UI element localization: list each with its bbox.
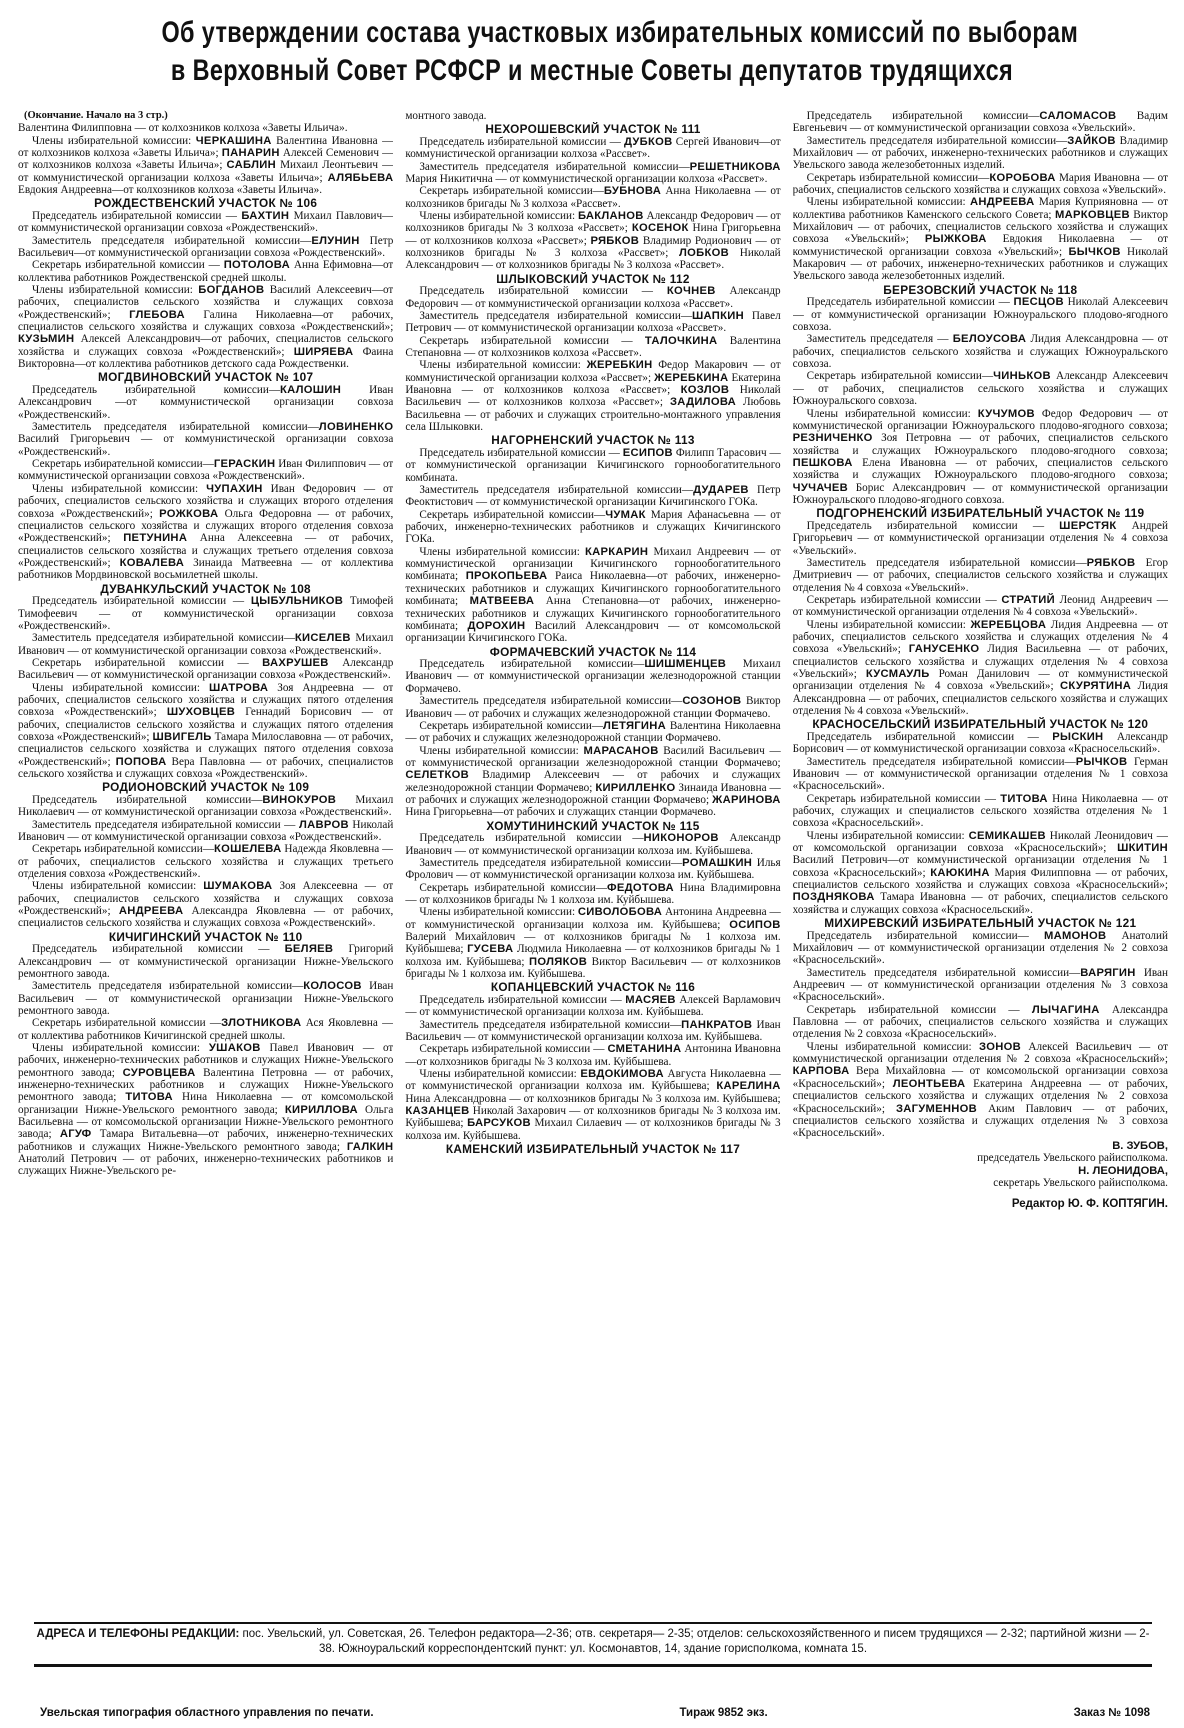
member-surname: АЛЯБЬЕВА — [327, 171, 394, 184]
paragraph: Председатель избирательной комиссии — МАСЯЕВ Алексей Варламович — от коммунистической организации колхоза им. Куйбышева. — [405, 993, 781, 1019]
paragraph: Председатель избирательной комиссии — ШЕРСТЯК Андрей Григорьевич — от коммунистической организации отделения № 4 совхоза «Увельский». — [792, 519, 1168, 557]
section-heading: ШЛЫКОВСКИЙ УЧАСТОК № 112 — [496, 271, 690, 286]
headline-line-1: Об утверждении состава участковых избирательных комиссий по выборам — [161, 16, 1079, 49]
member-surname: КАЗАНЦЕВ — [405, 1105, 470, 1117]
member-surname: СЕЛЕТКОВ — [405, 769, 470, 782]
member-surname: ГАЛКИН — [346, 1140, 394, 1153]
paragraph: Члены избирательной комиссии: КУЧУМОВ Федор Федорович — от коммунистической организации Южноуральского плодово-ягодного совхоза; РЕЗНИЧЕНКО Зоя Петровна — от рабочих, специалистов сельского хозяйства и служащих Южноуральского плодово-ягодного совхоза; ПЕШКОВА Елена Ивановна — от рабочих, специалистов сельского хозяйства и служащих Южноуральского плодово-ягодного совхоза; ЧУЧАЧЕВ Борис Александрович — от коммунистической организации Южноуральского плодово-ягодного совхоза. — [792, 407, 1168, 506]
signer-2-role: секретарь Увельского райисполкома. — [993, 1177, 1168, 1190]
section-heading: ФОРМАЧЕВСКИЙ УЧАСТОК № 114 — [489, 644, 697, 659]
paragraph: Председатель избирательной комиссии—ВИНОКУРОВ Михаил Николаевич — от коммунистической организации совхоза «Рождественский». — [18, 793, 394, 819]
paragraph: Секретарь избирательной комиссии — ЛЫЧАГИНА Александра Павловна — от рабочих, специалистов сельского хозяйства и служащих отделения № 2 совхоза «Красносельский». — [792, 1003, 1168, 1041]
member-surname: РЫЧКОВ — [1075, 755, 1128, 768]
member-surname: ТИТОВА — [1000, 792, 1048, 805]
member-surname: СУРОВЦЕВА — [122, 1066, 196, 1079]
member-surname: СЕМИКАШЕВ — [968, 829, 1046, 842]
section-heading: КАМЕНСКИЙ ИЗБИРАТЕЛЬНЫЙ УЧАСТОК № 117 — [445, 1142, 741, 1157]
paragraph: Секретарь избирательной комиссии — ТИТОВА Нина Николаевна — от рабочих, служащих и специалистов сельского хозяйства отделения № 1 совхоза «Красносельский». — [792, 792, 1168, 830]
footer-top-rule — [34, 1622, 1152, 1624]
member-surname: КИРИЛЛОВА — [284, 1103, 358, 1116]
member-surname: БУБНОВА — [603, 185, 662, 198]
member-surname: СТРАТИЙ — [1001, 593, 1055, 606]
member-surname: ТАЛОЧКИНА — [644, 334, 718, 347]
article-body — [18, 110, 1168, 1610]
paragraph: Секретарь избирательной комиссии — СТРАТИЙ Леонид Андреевич — от коммунистической организации отделения № 4 совхоза «Увельский». — [792, 593, 1168, 619]
member-surname: ШИРЯЕВА — [293, 345, 354, 358]
member-surname: ПЕТУНИНА — [123, 532, 188, 545]
member-surname: ПЕШКОВА — [792, 456, 853, 469]
member-surname: ШКИТИН — [1117, 842, 1168, 855]
paragraph: Председатель избирательной комиссии — РЫСКИН Александр Борисович — от коммунистической организации совхоза «Красносельский». — [792, 730, 1168, 756]
member-surname: МАТВЕЕВА — [469, 595, 535, 608]
member-surname: РЕШЕТНИКОВА — [689, 160, 781, 173]
signer-2-name: Н. ЛЕОНИДОВА, — [1078, 1164, 1168, 1177]
member-surname: ГЕРАСКИН — [213, 458, 276, 471]
member-surname: ШУМАКОВА — [203, 880, 273, 893]
member-surname: ЛЕТЯГИНА — [603, 719, 667, 732]
paragraph: Секретарь избирательной комиссии—ФЕДОТОВА Нина Владимировна — от колхозников бригады № 1 колхоза им. Куйбышева. — [405, 881, 781, 906]
member-surname: ПОПОВА — [115, 755, 167, 768]
paragraph: Секретарь избирательной комиссии — ПОТОЛОВА Анна Ефимовна—от коллектива работников Рождественской средней школы. — [18, 259, 394, 284]
member-surname: ЧУЧАЧЕВ — [792, 481, 849, 494]
member-surname: БОГДАНОВ — [198, 284, 265, 297]
paragraph: Председатель избирательной комиссии — ЦЫБУЛЬНИКОВ Тимофей Тимофеевич — от коммунистической организации совхоза «Рождественский». — [18, 595, 394, 632]
section-heading: НЕХОРОШЕВСКИЙ УЧАСТОК № 111 — [485, 122, 701, 137]
member-surname: ЦЫБУЛЬНИКОВ — [250, 595, 344, 608]
member-surname: ЧУПАХИН — [206, 482, 263, 495]
member-surname: ВАХРУШЕВ — [262, 656, 329, 669]
member-surname: ФЕДОТОВА — [606, 881, 674, 894]
member-surname: СИВОЛОБОВА — [577, 906, 663, 919]
member-surname: ЗОНОВ — [979, 1040, 1021, 1053]
paragraph: Секретарь избирательной комиссии—БУБНОВА Анна Николаевна — от колхозников бригады № 3 колхоза «Рассвет». — [405, 185, 781, 210]
paragraph: Валентина Филипповна — от колхозников колхоза «Заветы Ильича». — [18, 122, 348, 135]
member-surname: ШУХОВЦЕВ — [166, 706, 236, 719]
paragraph: Председатель избирательной комиссии—ШИШМЕНЦЕВ Михаил Иванович — от коммунистической организации железнодорожной станции Формачево. — [405, 658, 781, 695]
paragraph: Члены избирательной комиссии: ЧУПАХИН Иван Федорович — от рабочих, специалистов сельского хозяйства и служащих второго отделения совхоза «Рождественский»; РОЖКОВА Ольга Федоровна — от рабочих, специалистов сельского хозяйства и служащих второго отделения совхоза «Рождественский»; ПЕТУНИНА Анна Алексеевна — от рабочих, специалистов сельского хозяйства и служащих третьего отделения совхоза «Рождественский»; КОВАЛЕВА Зинаида Матвеевна — от коллектива работников Мордвиновской восьмилетней школы. — [18, 482, 394, 582]
member-surname: ЛЫЧАГИНА — [1031, 1003, 1100, 1016]
member-surname: ЧЕРКАШИНА — [195, 134, 272, 147]
paragraph: Члены избирательной комиссии: СЕМИКАШЕВ Николай Леонидович — от комсомольской организации совхоза «Красносельский»; ШКИТИН Василий Петрович—от коммунистической организации отделения № 1 совхоза «Красносельский»; КАЮКИНА Мария Филипповна — от рабочих, специалистов сельского хозяйства и служащих совхоза «Красносельский»; ПОЗДНЯКОВА Тамара Ивановна — от рабочих, специалистов сельского хозяйства и служащих совхоза «Красносельский». — [792, 829, 1168, 916]
section-heading: МОГДВИНОВСКИЙ УЧАСТОК № 107 — [97, 370, 314, 385]
member-surname: ГУСЕВА — [467, 943, 514, 956]
section-heading: РОДИОНОВСКИЙ УЧАСТОК № 109 — [102, 780, 310, 795]
paragraph: Секретарь избирательной комиссии—ГЕРАСКИН Иван Филиппович — от коммунистической организации совхоза «Рождественский». — [18, 458, 394, 483]
column-3 — [793, 110, 1168, 1610]
paragraph: Секретарь избирательной комиссии—КОРОБОВА Мария Ивановна — от рабочих, специалистов сельского хозяйства и служащих совхоза «Увельский». — [792, 171, 1168, 197]
paragraph: Члены избирательной комиссии: СИВОЛОБОВА Антонина Андреевна — от коммунистической организации колхоза им. Куйбышева; ОСИПОВ Валерий Михайлович — от колхозников бригады № 1 колхоза им. Куйбышева; ГУСЕВА Людмила Николаевна — от колхозников бригады № 1 колхоза им. Куйбышева; ПОЛЯКОВ Виктор Васильевич — от колхозников бригады № 1 колхоза им. Куйбышева. — [405, 906, 781, 980]
member-surname: ЛОБКОВ — [679, 247, 730, 260]
paragraph: Председатель избирательной комиссии—САЛОМАСОВ Вадим Евгеньевич — от коммунистической организации совхоза «Увельский». — [792, 110, 1168, 135]
section-heading: КОПАНЦЕВСКИЙ УЧАСТОК № 116 — [490, 980, 696, 995]
member-surname: АНДРЕЕВА — [969, 196, 1035, 209]
paragraph: Заместитель председателя — БЕЛОУСОВА Лидия Александровна — от рабочих, специалистов сельского хозяйства и служащих Южноуральского совхоза. — [792, 333, 1168, 371]
paragraph: Члены избирательной комиссии: ЗОНОВ Алексей Васильевич — от коммунистической организации отделения № 2 совхоза «Красносельский»; КАРПОВА Вера Михайловна — от комсомольской организации совхоза «Красносельский»; ЛЕОНТЬЕВА Екатерина Андреевна — от рабочих, специалистов сельского хозяйства и служащих отделения № 2 совхоза «Красносельский»; ЗАГУМЕННОВ Аким Павлович — от рабочих, специалистов сельского хозяйства и служащих отделения № 3 совхоза «Красносельский». — [792, 1040, 1168, 1140]
paragraph: Члены избирательной комиссии: ШАТРОВА Зоя Андреевна — от рабочих, специалистов сельского хозяйства и служащих пятого отделения совхоза «Рождественский»; ШУХОВЦЕВ Геннадий Борисович — от рабочих, специалистов сельского хозяйства и служащих пятого отделения совхоза «Рождественский»; ШВИГЕЛЬ Тамара Милославовна — от рабочих, специалистов сельского хозяйства и служащих пятого отделения совхоза «Рождественский»; ПОПОВА Вера Павловна — от рабочих, специалистов сельского хозяйства и служащих совхоза «Рождественский». — [18, 681, 394, 780]
member-surname: ЗЛОТНИКОВА — [221, 1017, 302, 1030]
paragraph: Заместитель председателя избирательной комиссии—ВАРЯГИН Иван Андреевич — от коммунистической организации отделения № 3 совхоза «Красносельский». — [792, 966, 1168, 1004]
continuation-note: (Окончание. Начало на 3 стр.) — [24, 110, 168, 121]
member-surname: НИКОНОРОВ — [643, 832, 719, 845]
member-surname: КОЛОСОВ — [303, 980, 362, 993]
member-surname: ПОТОЛОВА — [223, 259, 290, 272]
member-surname: СОЗОНОВ — [682, 695, 742, 708]
paragraph: Члены избирательной комиссии: УШАКОВ Павел Иванович — от рабочих, инженерно-технических работников и служащих Нижне-Увельского ремонтного завода; СУРОВЦЕВА Валентина Петровна — от рабочих, инженерно-технических работников и служащих Нижне-Увельского ремонтного завода; ТИТОВА Нина Николаевна — от комсомольской организации Нижне-Увельского ремонтного завода; КИРИЛЛОВА Ольга Васильевна — от комсомольской организации Нижне-Увельского ремонтного завода; АГУФ Тамара Витальевна—от рабочих, инженерно-технических работников и служащих Нижне-Увельского ремонтного завода; ГАЛКИН Анатолий Петрович — от рабочих, инженерно-технических работников и служащих Нижне-Увельского ре- — [18, 1042, 394, 1178]
section-heading: НАГОРНЕНСКИЙ УЧАСТОК № 113 — [491, 433, 695, 448]
member-surname: ЗАДИЛОВА — [669, 396, 737, 409]
paragraph: Члены избирательной комиссии: ЧЕРКАШИНА Валентина Ивановна — от колхозников колхоза «Заветы Ильича»; ПАНАРИН Алексей Семенович — от колхозников колхоза «Заветы Ильича»; САБЛИН Михаил Леонтьевич — от коммунистической организации колхоза «Заветы Ильича»; АЛЯБЬЕВА Евдокия Андреевна—от колхозников колхоза «Заветы Ильича». — [18, 134, 394, 197]
member-surname: БАКЛАНОВ — [577, 210, 644, 222]
member-surname: СКУРЯТИНА — [1060, 680, 1132, 693]
editor-credit: Редактор Ю. Ф. КОПТЯГИН. — [1011, 1197, 1168, 1210]
member-surname: ЕЛУНИН — [311, 234, 360, 247]
member-surname: ПОЛЯКОВ — [529, 955, 588, 968]
order-number: Заказ № 1098 — [1073, 1707, 1150, 1719]
member-surname: МАСЯЕВ — [625, 993, 676, 1006]
member-surname: ГЛЕБОВА — [129, 308, 185, 321]
member-surname: ШИШМЕНЦЕВ — [644, 658, 727, 671]
section-heading: КИЧИГИНСКИЙ УЧАСТОК № 110 — [108, 929, 303, 944]
member-surname: КУЗЬМИН — [18, 333, 75, 346]
paragraph: Секретарь избирательной комиссии — СМЕТАНИНА Антонина Ивановна—от колхозников бригады № 3 колхоза им. Куйбышева. — [405, 1043, 781, 1068]
member-surname: ДОРОХИН — [467, 619, 526, 632]
headline-line-2: в Верховный Совет РСФСР и местные Советы депутатов трудящихся — [170, 54, 1014, 87]
paragraph: Члены избирательной комиссии: АНДРЕЕВА Мария Куприяновна — от коллектива работников Каменского сельского Совета; МАРКОВЦЕВ Виктор Михайлович — от рабочих, специалистов сельского хозяйства и служащих совхоза «Увельский»; РЫЖКОВА Евдокия Николаевна — от коммунистической организации совхоза «Увельский»; БЫЧКОВ Николай Макарович — от рабочих, инженерно-технических работников и служащих Увельского завода железобетонных изделий. — [792, 196, 1168, 283]
paragraph: Председатель избирательной комиссии — ДУБКОВ Сергей Иванович—от коммунистической организации колхоза «Рассвет». — [405, 135, 781, 161]
member-surname: БАХТИН — [241, 210, 290, 222]
member-surname: ЧИНЬКОВ — [993, 370, 1051, 383]
paragraph: Председатель избирательной комиссии — БЕЛЯЕВ Григорий Александрович — от коммунистической организации Нижне-Увельского ремонтного завода. — [18, 943, 394, 980]
member-surname: КИСЕЛЕВ — [294, 632, 351, 645]
paragraph: Члены избирательной комиссии: ЖЕРЕБКИН Федор Макарович — от коммунистической организации колхоза «Рассвет»; ЖЕРЕБКИНА Екатерина Ивановна — от колхозников колхоза «Рассвет»; КОЗЛОВ Николай Васильевич — от колхозников колхоза «Рассвет»; ЗАДИЛОВА Любовь Васильевна — от рабочих и служащих строительно-монтажного управления села Шлыковки. — [405, 359, 781, 434]
member-surname: ПАНКРАТОВ — [681, 1018, 753, 1031]
member-surname: ЖАРИНОВА — [712, 793, 781, 806]
member-surname: ШЕРСТЯК — [1059, 519, 1117, 532]
paragraph: Заместитель председателя избирательной комиссии—КОЛОСОВ Иван Васильевич — от коммунистической организации Нижне-Увельского ремонтного завода. — [18, 980, 394, 1017]
section-heading: РОЖДЕСТВЕНСКИЙ УЧАСТОК № 106 — [94, 196, 318, 211]
member-surname: ПРОКОПЬЕВА — [465, 570, 548, 583]
paragraph: Заместитель председателя избирательной комиссии—ПАНКРАТОВ Иван Васильевич — от коммунистической организации колхоза им. Куйбышева. — [405, 1018, 781, 1043]
section-heading: БЕРЕЗОВСКИЙ УЧАСТОК № 118 — [883, 282, 1078, 297]
paragraph: монтного завода. — [405, 110, 487, 122]
member-surname: КАРКАРИН — [585, 545, 649, 558]
column-1 — [18, 110, 393, 1610]
member-surname: ВИНОКУРОВ — [262, 793, 337, 806]
member-surname: УШАКОВ — [208, 1042, 261, 1055]
paragraph: Члены избирательной комиссии: ЖЕРЕБЦОВА Лидия Андреевна — от рабочих, специалистов сельского хозяйства и служащих отделения № 4 совхоза «Увельский»; ГАНУСЕНКО Лидия Васильевна — от рабочих, специалистов сельского хозяйства и служащих отделения № 4 совхоза «Увельский»; КУСМАУЛЬ Роман Данилович — от коммунистической организации отделения № 4 совхоза «Увельский»; СКУРЯТИНА Лидия Александровна — от рабочих, специалистов сельского хозяйства и служащих отделения № 4 совхоза «Увельский». — [792, 618, 1168, 717]
member-surname: МАРКОВЦЕВ — [1054, 208, 1130, 221]
paragraph: Заместитель председателя избирательной комиссии—ЗАЙКОВ Владимир Михайлович — от рабочих, инженерно-технических работников и служащих Увельского завода железобетонных изделий. — [792, 134, 1168, 172]
member-surname: КОСЕНОК — [631, 222, 689, 235]
signer-1-role: председатель Увельского райисполкома. — [977, 1152, 1168, 1165]
paragraph: Заместитель председателя избирательной комиссии—СОЗОНОВ Виктор Иванович — от рабочих и служащих железнодорожной станции Формачево. — [405, 695, 781, 720]
paragraph: Члены избирательной комиссии: БАКЛАНОВ Александр Федорович — от колхозников бригады № 3 колхоза «Рассвет»; КОСЕНОК Нина Григорьевна — от колхозников колхоза «Рассвет»; РЯБКОВ Владимир Родионович — от колхозников бригады № 3 колхоза «Рассвет»; ЛОБКОВ Николай Александрович — от колхозников бригады № 3 колхоза «Рассвет». — [405, 210, 781, 272]
member-surname: ЗАЙКОВ — [1067, 134, 1116, 147]
member-surname: ТИТОВА — [125, 1091, 173, 1104]
paragraph: Заместитель председателя избирательной комиссии—ЕЛУНИН Петр Васильевич—от коммунистической организации совхоза «Рождественский». — [18, 234, 394, 260]
member-surname: АНДРЕЕВА — [118, 905, 184, 917]
paragraph: Заместитель председателя избирательной комиссии—ДУДАРЕВ Петр Феоктистович — от коммунистической организации Кичигинского ГОКа. — [405, 484, 781, 509]
member-surname: ШАПКИН — [692, 310, 744, 322]
paragraph: Председатель избирательной комиссии — ПЕСЦОВ Николай Алексеевич — от коммунистической организации Южноуральского плодово-ягодного совхоза. — [792, 296, 1168, 334]
signer-1-name: В. ЗУБОВ, — [1112, 1139, 1168, 1152]
member-surname: БАРСУКОВ — [467, 1117, 531, 1130]
member-surname: ЛАВРОВ — [298, 818, 349, 831]
member-surname: ПЕСЦОВ — [1013, 296, 1064, 309]
member-surname: АГУФ — [59, 1128, 92, 1141]
member-surname: ЖЕРЕБКИНА — [654, 371, 729, 384]
member-surname: ШВИГЕЛЬ — [152, 730, 212, 743]
member-surname: КУСМАУЛЬ — [865, 667, 930, 680]
paragraph: Председатель избирательной комиссии—КАЛОШИН Иван Александрович —от коммунистической организации совхоза «Рождественский». — [18, 384, 394, 421]
section-heading: КРАСНОСЕЛЬСКИЙ ИЗБИРАТЕЛЬНЫЙ УЧАСТОК № 120 — [812, 717, 1149, 732]
paragraph: Заместитель председателя избирательной комиссии — ЛАВРОВ Николай Иванович — от коммунистической организации совхоза «Рождественский». — [18, 818, 394, 843]
paragraph: Секретарь избирательной комиссии—ЛЕТЯГИНА Валентина Николаевна — от рабочих и служащих железнодорожной станции Формачево. — [405, 719, 781, 745]
member-surname: ДУБКОВ — [624, 135, 673, 148]
member-surname: БЕЛОУСОВА — [952, 333, 1027, 346]
section-heading: МИХИРЕВСКИЙ ИЗБИРАТЕЛЬНЫЙ УЧАСТОК № 121 — [824, 916, 1137, 931]
member-surname: САБЛИН — [226, 159, 276, 172]
member-surname: РЕЗНИЧЕНКО — [792, 432, 873, 445]
member-surname: КОРОБОВА — [989, 171, 1056, 184]
member-surname: ПАНАРИН — [221, 147, 280, 160]
column-2 — [405, 110, 780, 1610]
member-surname: КАЮКИНА — [930, 866, 990, 879]
paragraph: Председатель избирательной комиссии —НИКОНОРОВ Александр Иванович — от коммунистической организации колхоза им. Куйбышева. — [405, 832, 781, 857]
section-heading: ХОМУТИНИНСКИЙ УЧАСТОК № 115 — [486, 818, 700, 833]
member-surname: КОЧНЕВ — [666, 285, 716, 298]
paragraph: Члены избирательной комиссии: МАРАСАНОВ Василий Васильевич — от коммунистической организации железнодорожной станции Формачево; СЕЛЕТКОВ Владимир Алексеевич — от рабочих и служащих железнодорожной станции Формачево; КИРИЛЛЕНКО Зинаида Ивановна — от рабочих и служащих железнодорожной станции Формачево; ЖАРИНОВА Нина Григорьевна—от рабочих и служащих станции Формачево. — [405, 744, 781, 819]
member-surname: ЕСИПОВ — [622, 447, 673, 460]
member-surname: РЫСКИН — [1052, 730, 1104, 743]
section-heading: ПОДГОРНЕНСКИЙ ИЗБИРАТЕЛЬНЫЙ УЧАСТОК № 119 — [816, 506, 1145, 521]
member-surname: ДУДАРЕВ — [693, 484, 749, 497]
member-surname: САЛОМАСОВ — [1039, 110, 1117, 122]
member-surname: БЕЛЯЕВ — [284, 943, 334, 956]
circulation: Тираж 9852 экз. — [679, 1707, 768, 1719]
member-surname: СМЕТАНИНА — [607, 1043, 682, 1056]
member-surname: РОМАШКИН — [682, 856, 753, 869]
member-surname: КАРЕЛИНА — [716, 1080, 781, 1093]
member-surname: ЖЕРЕБКИН — [586, 359, 653, 372]
signatures — [793, 1140, 1168, 1190]
member-surname: ЧУМАК — [605, 508, 646, 521]
paragraph: Заместитель председателя избирательной комиссии—РЯБКОВ Егор Дмитриевич — от рабочих, специалистов сельского хозяйства и служащих отделения № 4 совхоза «Увельский». — [792, 556, 1168, 594]
paragraph: Заместитель председателя избирательной комиссии—ЛОВИНЕНКО Василий Григорьевич — от коммунистической организации совхоза «Рождественский». — [18, 421, 394, 458]
paragraph: Заместитель председателя избирательной комиссии—РЫЧКОВ Герман Иванович — от коммунистической организации отделения № 1 совхоза «Красносельский». — [792, 755, 1168, 793]
article-headline — [161, 14, 1079, 90]
imprint — [40, 1707, 1150, 1723]
member-surname: РЫЖКОВА — [924, 233, 987, 246]
paragraph: Председатель избирательной комиссии— МАМОНОВ Анатолий Михайлович — от коммунистической организации отделения № 2 совхоза «Красносельский». — [792, 929, 1168, 967]
address-label: АДРЕСА И ТЕЛЕФОНЫ РЕДАКЦИИ: — [36, 1628, 240, 1640]
member-surname: КАРПОВА — [792, 1065, 850, 1078]
member-surname: ЗАГУМЕННОВ — [895, 1102, 978, 1115]
member-surname: КАЛОШИН — [280, 384, 342, 397]
member-surname: ОСИПОВ — [729, 918, 781, 931]
paragraph: Председатель избирательной комиссии — КОЧНЕВ Александр Федорович — от коммунистической организации колхоза «Рассвет». — [405, 285, 781, 310]
member-surname: РОЖКОВА — [159, 507, 219, 520]
paragraph: Секретарь избирательной комиссии—ЧУМАК Мария Афанасьевна — от рабочих, инженерно-технических работников и служащих Кичигинского ГОКа. — [405, 508, 781, 546]
member-surname: РЯБКОВ — [1086, 556, 1136, 569]
member-surname: МАМОНОВ — [1043, 929, 1107, 942]
address-text: пос. Увельский, ул. Советская, 26. Телефон редактора—2-36; отв. секретаря— 2-35; отделов: сельскохозяйственного и писем трудящихся — 2-32; партийной жизни — 2-38. Южноуральский корреспондентский пункт: ул. Космонавтов, 14, здание горисполкома, комната 15. — [242, 1628, 1150, 1655]
paragraph: Секретарь избирательной комиссии —ЗЛОТНИКОВА Ася Яковлевна — от коллектива работников Кичигинской средней школы. — [18, 1017, 394, 1042]
member-surname: КОШЕЛЕВА — [213, 843, 282, 856]
paragraph: Заместитель председателя избирательной комиссии—КИСЕЛЕВ Михаил Иванович — от коммунистической организации совхоза «Рождественский». — [18, 632, 394, 657]
paragraph: Секретарь избирательной комиссии—ЧИНЬКОВ Александр Алексеевич — от рабочих, специалистов сельского хозяйства и служащих Южноуральского совхоза. — [792, 370, 1168, 408]
paragraph: Члены избирательной комиссии: ШУМАКОВА Зоя Алексеевна — от рабочих, специалистов сельского хозяйства и служащих совхоза «Рождественский»; АНДРЕЕВА Александра Яковлевна — от рабочих, специалистов сельского хозяйства и служащих совхоза «Рождественский». — [18, 880, 394, 930]
member-surname: РЯБКОВ — [590, 234, 640, 247]
printer-name: Увельская типография областного управления по печати. — [40, 1707, 374, 1719]
paragraph: Секретарь избирательной комиссии — ТАЛОЧКИНА Валентина Степановна — от колхозников колхоза «Рассвет». — [405, 334, 781, 360]
member-surname: ЖЕРЕБЦОВА — [970, 618, 1047, 631]
member-surname: КОЗЛОВ — [680, 384, 730, 397]
member-surname: ПОЗДНЯКОВА — [792, 891, 875, 904]
paragraph: Заместитель председателя избирательной комиссии—РЕШЕТНИКОВА Мария Никитична — от коммунистической организации колхоза «Рассвет». — [405, 160, 781, 185]
member-surname: ВАРЯГИН — [1080, 966, 1136, 979]
editorial-contacts — [34, 1627, 1152, 1661]
paragraph: Члены избирательной комиссии: БОГДАНОВ Василий Алексеевич—от рабочих, специалистов сельского хозяйства и служащих совхоза «Рождественский»; ГЛЕБОВА Галина Николаевна—от рабочих, специалистов сельского хозяйства и служащих совхоза «Рождественский»; КУЗЬМИН Алексей Александрович—от рабочих, специалистов сельского хозяйства и служащих совхоза «Рождественский»; ШИРЯЕВА Фаина Викторовна—от коллектива работников детского сада Рождественки. — [18, 284, 394, 371]
member-surname: КУЧУМОВ — [977, 407, 1035, 420]
paragraph: Члены избирательной комиссии: ЕВДОКИМОВА Августа Николаевна — от коммунистической организации колхоза им. Куйбышева; КАРЕЛИНА Нина Александровна — от колхозников бригады № 3 колхоза им. Куйбышева; КАЗАНЦЕВ Николай Захарович — от колхозников бригады № 3 колхоза им. Куйбышева; БАРСУКОВ Михаил Силаевич — от колхозников бригады № 3 колхоза им. Куйбышева. — [405, 1067, 781, 1142]
paragraph: Члены избирательной комиссии: КАРКАРИН Михаил Андреевич — от коммунистической организации Кичигинского горнообогатительного комбината; ПРОКОПЬЕВА Раиса Николаевна—от рабочих, инженерно-технических работников и служащих Кичигинского горнообогатительного комбината; МАТВЕЕВА Анна Степановна—от рабочих, инженерно-технических работников и служащих Кичигинского горнообогатительного комбината; ДОРОХИН Василий Александрович — от комсомольской организации Кичигинского ГОКа. — [405, 545, 781, 645]
section-heading: ДУВАНКУЛЬСКИЙ УЧАСТОК № 108 — [100, 581, 311, 596]
member-surname: ГАНУСЕНКО — [908, 643, 980, 656]
member-surname: БЫЧКОВ — [1068, 245, 1121, 258]
member-surname: КИРИЛЛЕНКО — [595, 781, 676, 794]
paragraph: Председатель избирательной комиссии — ЕСИПОВ Филипп Тарасович — от коммунистической организации Кичигинского горнообогатительного комбината. — [405, 447, 781, 484]
paragraph: Секретарь избирательной комиссии — ВАХРУШЕВ Александр Васильевич — от коммунистической организации совхоза «Рождественский». — [18, 656, 394, 682]
member-surname: МАРАСАНОВ — [583, 744, 659, 757]
member-surname: ЛОВИНЕНКО — [318, 421, 394, 434]
paragraph: Председатель избирательной комиссии — БАХТИН Михаил Павлович—от коммунистической организации совхоза «Рождественский». — [18, 210, 394, 235]
member-surname: ШАТРОВА — [209, 681, 269, 694]
paragraph: Секретарь избирательной комиссии—КОШЕЛЕВА Надежда Яковлевна — от рабочих, специалистов сельского хозяйства и служащих третьего отделения совхоза «Рождественский». — [18, 843, 394, 880]
footer-bottom-rule — [34, 1664, 1152, 1667]
member-surname: ЛЕОНТЬЕВА — [892, 1077, 966, 1090]
paragraph: Заместитель председателя избирательной комиссии—ШАПКИН Павел Петрович — от коммунистической организации колхоза «Рассвет». — [405, 310, 781, 335]
member-surname: КОВАЛЕВА — [119, 556, 185, 569]
member-surname: ЕВДОКИМОВА — [580, 1067, 664, 1080]
paragraph: Заместитель председателя избирательной комиссии—РОМАШКИН Илья Фролович — от коммунистической организации колхоза им. Куйбышева. — [405, 856, 781, 882]
